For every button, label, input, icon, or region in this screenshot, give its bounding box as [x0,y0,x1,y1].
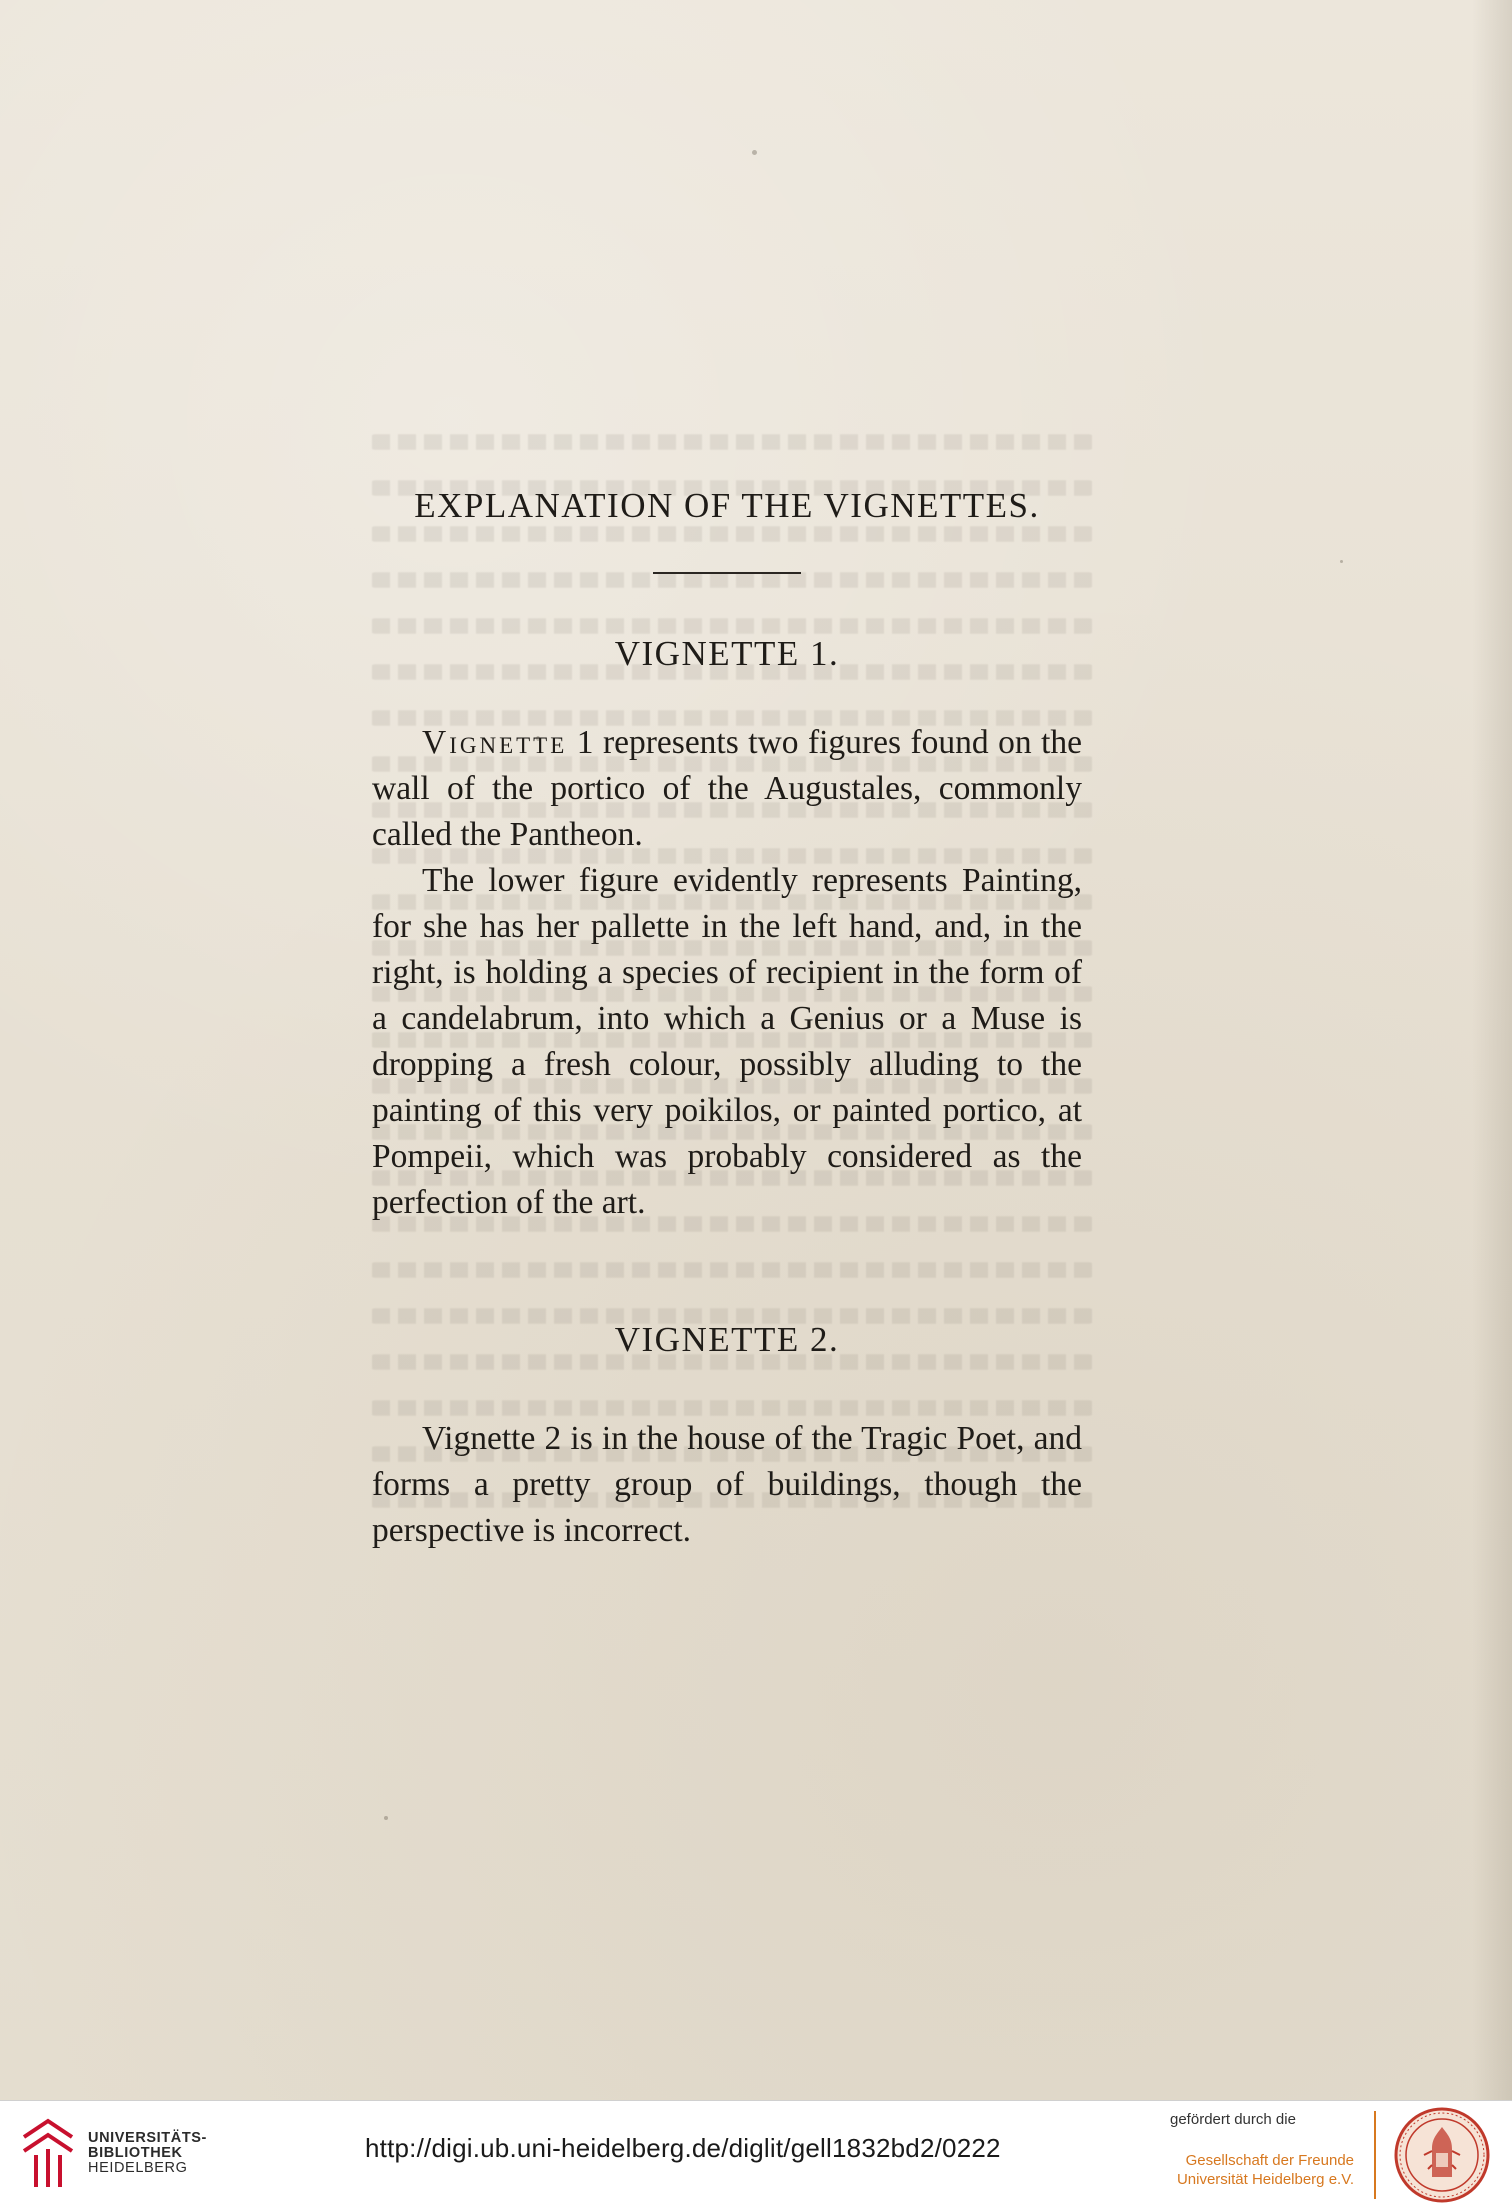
paragraph-vignette-1-intro [372,720,1082,858]
page-title: EXPLANATION OF THE VIGNETTES. [414,486,1040,525]
paper-speck [752,150,757,155]
paragraph-text: 1 represents two figures found on the wall of the portico of the Augustales, commonly called the Pantheon. [372,724,1082,853]
permalink-url[interactable]: http://digi.ub.uni-heidelberg.de/diglit/gell1832bd2/0222 [365,2133,1001,2163]
library-name-line3: HEIDELBERG [88,2160,188,2176]
footer-bar [0,2100,1512,2207]
section-heading-vignette-2: VIGNETTE 2. [614,1320,840,1359]
sponsor-divider [1374,2111,1376,2199]
paragraph-vignette-2: Vignette 2 is in the house of the Tragic Poet, and forms a pretty group of buildings, though the perspective is incorrect. [372,1420,1082,1549]
paper-speck [1340,560,1343,563]
sponsor-name-line1: Gesellschaft der Freunde [1185,2152,1354,2169]
section-heading-vignette-1: VIGNETTE 1. [614,634,840,673]
sponsor-caption: gefördert durch die [1170,2111,1296,2128]
paragraph-lead-word: Vignette [422,724,568,761]
sponsor-name-line2: Universität Heidelberg e.V. [1176,2171,1354,2188]
paragraph-vignette-1-description: The lower figure evidently represents Painting, for she has her pallette in the left hand, and, in the right, is holding a species of recipient in the form of a candelabrum, into which a Genius or a Muse is dropping a fresh colour, possibly alluding to the painting of this very poikilos, or painted portico, at Pompeii, which was probably considered as the perfection of the art. [372,862,1082,1221]
sponsor-name[interactable] [1170,2151,1354,2189]
library-name-line2: BIBLIOTHEK [88,2145,183,2161]
university-seal-icon[interactable] [1392,2105,1492,2205]
paper-speck [384,1816,388,1820]
library-name-line1: UNIVERSITÄTS- [88,2130,207,2146]
library-name[interactable] [88,2131,207,2176]
page-content [372,482,1082,1554]
library-logo-icon[interactable] [18,2115,78,2193]
title-divider [653,572,801,574]
